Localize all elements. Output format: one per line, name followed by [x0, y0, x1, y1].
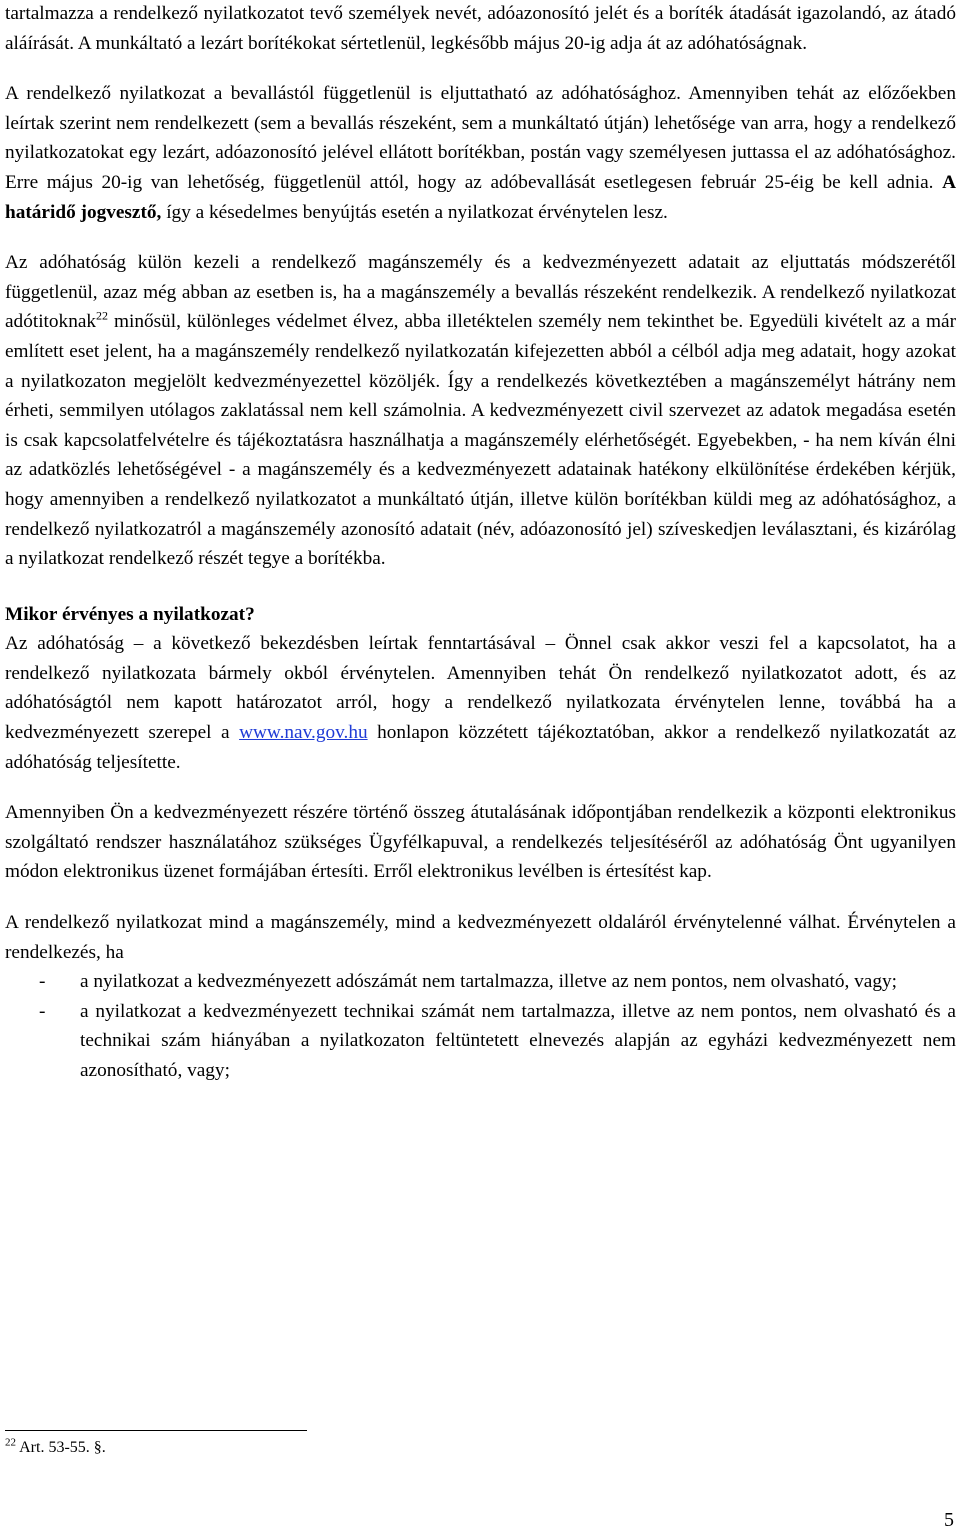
paragraph-text: A rendelkező nyilatkozat a bevallástól függetlenül is eljuttatható az adóhatósághoz. Amennyiben tehát az előzőekben leírtak szerint nem rendelkezett (sem a bevallás részeként, sem a munkáltató útján) lehetősége van arra, hogy a rendelkező nyilatkozatokat egy lezárt, adóazonosító jelével ellátott borítékban, postán vagy személyesen juttassa el az adóhatósághoz. Erre május 20-ig van lehetőség, függetlenül attól, hogy az adóbevallását esetlegesen február 25-éig be kell adnia. — [5, 83, 956, 193]
footnote — [5, 1437, 106, 1459]
footnote-reference[interactable]: 22 — [96, 308, 109, 323]
nav-website-link[interactable]: www.nav.gov.hu — [239, 722, 368, 744]
list-dash-marker: - — [39, 1000, 46, 1022]
list-dash-marker: - — [39, 971, 46, 993]
list-item-text: a nyilatkozat a kedvezményezett adószámát nem tartalmazza, illetve az nem pontos, nem olvasható, vagy; — [80, 971, 897, 993]
paragraph-spacer — [5, 777, 956, 798]
paragraph-validity — [5, 629, 956, 777]
page-number: 5 — [944, 1509, 954, 1531]
paragraph-envelope-handover: tartalmazza a rendelkező nyilatkozatot tevő személyek nevét, adóazonosító jelét és a boríték átadását igazolandó, az átadó aláírását. A munkáltató a lezárt borítékokat sértetlenül, legkésőbb május 20-ig adja át az adóhatóságnak. — [5, 3, 956, 54]
deadline-warning-bold: A határidő jogvesztő, — [5, 171, 956, 223]
paragraph-text: így a késedelmes benyújtás esetén a nyilatkozat érvénytelen lesz. — [161, 201, 668, 223]
paragraph-spacer — [5, 887, 956, 908]
paragraph-independent-submission — [5, 79, 956, 227]
paragraph-electronic-notice: Amennyiben Ön a kedvezményezett részére történő összeg átutalásának időpontjában rendelkezik a központi elektronikus szolgáltató rendszer használatához szükséges Ügyfélkapuval, a rendelkezés teljesítéséről az adóhatóság Önt ugyanilyen módon elektronikus üzenet formájában értesíti. Erről elektronikus levélben is értesítést kap. — [5, 802, 956, 883]
list-item — [5, 967, 956, 997]
paragraph-text: honlapon közzétett tájékoztatóban, akkor a rendelkező nyilatkozatát az adóhatóság teljesítette. — [5, 722, 957, 773]
list-item-text: a nyilatkozat a kedvezményezett technikai számát nem tartalmazza, illetve az nem pontos, nem olvasható és a technikai szám hiányában a nyilatkozaton feltüntetett elnevezés alapján az egyházi kedvezményezett nem azonosítható, vagy; — [80, 1000, 956, 1081]
paragraph-invalidity-intro: A rendelkező nyilatkozat mind a magánszemély, mind a kedvezményezett oldaláról érvénytelenné válhat. Érvénytelen a rendelkezés, ha — [5, 912, 956, 963]
paragraph-data-protection — [5, 248, 956, 574]
document-page — [5, 0, 956, 1086]
paragraph-text: Az adóhatóság – a következő bekezdésben leírtak fenntartásával – Önnel csak akkor veszi fel a kapcsolatot, ha a rendelkező nyilatkozata bármely okból érvénytelen. Amennyiben tehát Ön rendelkező nyilatkozatot adott, és az adóhatóságtól nem kapott határozatot arról, hogy a rendelkező nyilatkozata érvénytelen lenne, továbbá ha a kedvezményezett szerepel a — [5, 633, 956, 744]
paragraph-spacer — [5, 227, 956, 248]
paragraph-spacer — [5, 58, 956, 79]
invalidity-conditions-list — [5, 967, 956, 1085]
footnote-text: Art. 53-55. §. — [16, 1439, 106, 1456]
footnote-number: 22 — [5, 1436, 16, 1449]
list-item — [5, 997, 956, 1086]
paragraph-spacer — [5, 574, 956, 600]
section-title: Mikor érvényes a nyilatkozat? — [5, 603, 255, 625]
paragraph-text: minősül, különleges védelmet élvez, abba illetéktelen személy nem tekinthet be. Egyedüli kivételt az a már említett eset jelent, ha a magánszemély rendelkező nyilatkozatán kifejezetten abból a célból adja meg adatait, hogy azokat a nyilatkozaton megjelölt kedvezményezettel közöljék. Így a rendelkezés következtében a magánszemélyt hátrány nem érheti, semmilyen utólagos zaklatással nem kell számolnia. A kedvezményezett civil szervezet az adatok megadása esetén is csak kapcsolatfelvételre és tájékoztatásra használhatja a magánszemély elérhetőségét. Egyebekben, - ha nem kíván élni az adatközlés lehetőségével - a magánszemély és a kedvezményezett adatainak hatékony elkülönítése érdekében kérjük, hogy amennyiben a rendelkező nyilatkozatot a munkáltató útján, illetve külön borítékban küldi meg az adóhatósághoz, a rendelkező nyilatkozatról a magánszemély azonosító adatait (név, adóazonosító jel) szíveskedjen leválasztani, és kizárólag a nyilatkozat rendelkező részét tegye a borítékba. — [5, 311, 956, 570]
paragraph-text: Az adóhatóság külön kezeli a rendelkező magánszemély és a kedvezményezett adatait az eljuttatás módszerétől függetlenül, azaz még abban az esetben is, ha a magánszemély a bevallás részeként rendelkezik. A rendelkező nyilatkozat adótitoknak — [5, 252, 956, 333]
footnote-separator — [5, 1430, 307, 1431]
